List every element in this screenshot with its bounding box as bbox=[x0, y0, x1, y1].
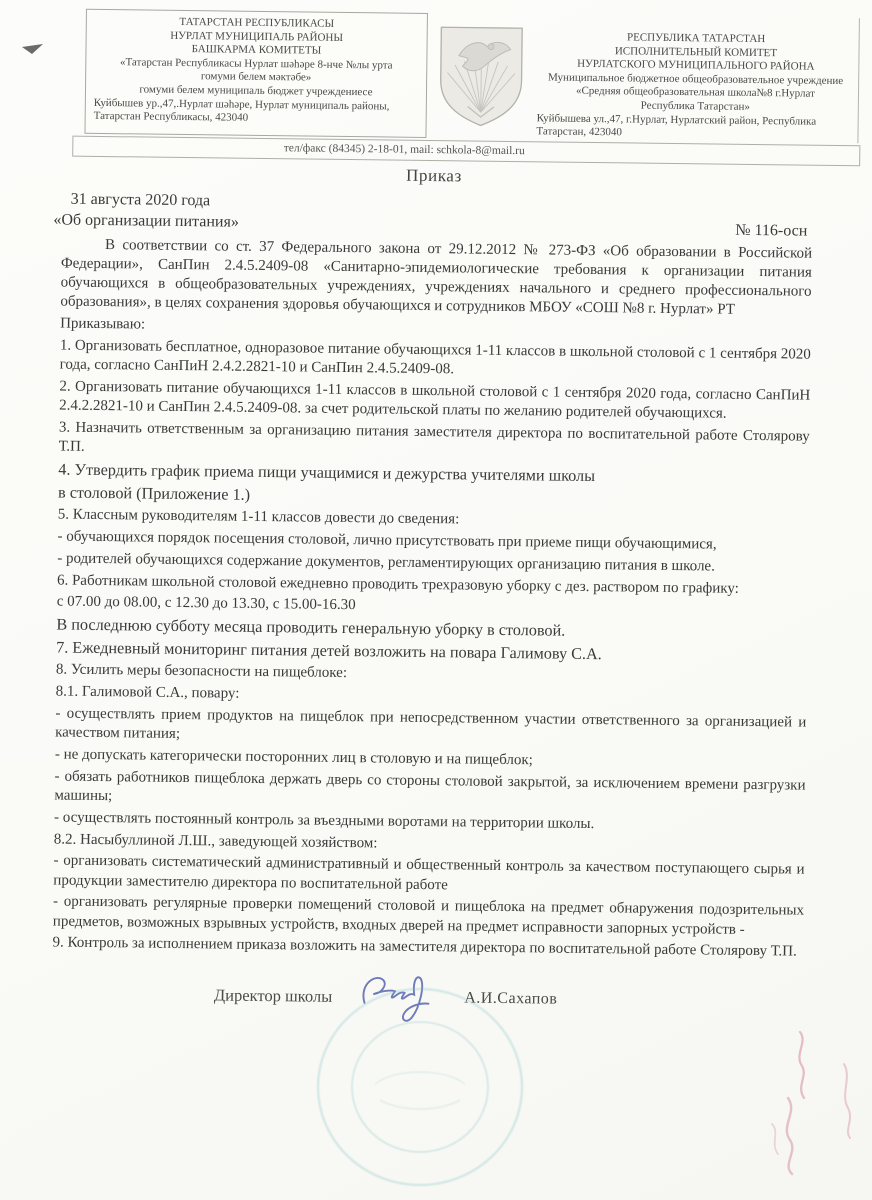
signature-label: Директор школы bbox=[213, 984, 333, 1006]
scan-smudge-pink-2 bbox=[836, 1060, 862, 1140]
order-text bbox=[52, 235, 812, 962]
item-8-2: 8.2. Насыбуллиной Л.Ш., заведующей хозяйством: bbox=[53, 830, 378, 851]
header-line: РЕСПУБЛИКА ТАТАРСТАН bbox=[626, 31, 766, 46]
header-line: ИСПОЛНИТЕЛЬНЫЙ КОМИТЕТ bbox=[614, 44, 778, 59]
item-5-dash-1: - обучающихся порядок посещения столовой, лично присутствовать при приеме пищи обучающимися, bbox=[57, 528, 717, 553]
header-line: НУРЛАТСКОГО МУНИЦИПАЛЬНОГО РАЙОНА bbox=[577, 57, 815, 73]
order-item-4: 4. Утвердить график приема пищи учащимися и дежурства учителями школы bbox=[58, 460, 596, 486]
phone-email-line: тел/факс (84345) 2-18-01, mail: schkola-8@mail.ru bbox=[283, 142, 525, 158]
item-8-1-dash-4: - осуществлять постоянный контроль за въездными воротами на территории школы. bbox=[54, 809, 595, 832]
order-item-8: 8. Усилить меры безопасности на пищеблоке: bbox=[55, 661, 348, 682]
letterhead bbox=[84, 9, 859, 143]
order-item-6: 6. Работникам школьной столовой ежедневно проводить трехразовую уборку с дез. раствором по графику: bbox=[56, 572, 739, 597]
emblem-container bbox=[426, 13, 536, 139]
item-8-1-dash-1: - осуществлять прием продуктов на пищеблок при непосредственном участии ответственного за организацией и качеством питания; bbox=[55, 705, 807, 743]
header-line: гомуми белем мәктәбе» bbox=[200, 70, 312, 84]
item-8-1-dash-3: - обязать работников пищеблока держать дверь со стороны столовой закрытой, за исключением времени разгрузки машины; bbox=[54, 768, 806, 805]
item-5-dash-2: - родителей обучающихся содержание документов, регламентирующих организацию питания в школе. bbox=[57, 550, 715, 575]
header-line: Куйбышев ур.,47,.Нурлат шәһәре, Нурлат муниципаль районы, bbox=[93, 96, 390, 113]
signature-name: А.И.Сахапов bbox=[464, 988, 558, 1008]
header-line: «Татарстан Республикасы Нурлат шәһәре 8-нче №лы урта bbox=[119, 55, 393, 72]
header-line: Татарстан Республикасы, 423040 bbox=[93, 110, 249, 124]
order-item-1: 1. Организовать бесплатное, одноразовое питание обучающихся 1-11 классов в школьной столовой с 1 сентября 2020 года, согласно СанПиН 2.4.2.2821-10 и СанПин 2.4.5.2409-08. bbox=[59, 337, 811, 378]
item-6-times: с 07.00 до 08.00, с 12.30 до 13.30, с 15.00-16.30 bbox=[56, 593, 356, 614]
scan-smudge-pink bbox=[758, 1028, 818, 1178]
header-line: «Средняя общеобразовательная школа№8 г.Нурлат bbox=[575, 85, 816, 101]
item-8-2-dash-1: - организовать систематический административный и общественный контроль за качеством поступающего сырья и продукции заместителю директора по воспитательной работе bbox=[53, 852, 805, 893]
header-line: БАШКАРМА КОМИТЕТЫ bbox=[191, 43, 322, 57]
item-8-1-dash-2: - не допускать категорически посторонних лиц в столовую и на пищеблок; bbox=[54, 746, 533, 769]
header-line: ТАТАРСТАН РЕСПУБЛИКАСЫ bbox=[179, 15, 335, 30]
order-item-3: 3. Назначить ответственным за организацию питания заместителя директора по воспитательной работе Столярову Т.П. bbox=[58, 419, 810, 455]
item-6-note: В последнюю субботу месяца проводить генеральную уборку в столовой. bbox=[56, 615, 566, 640]
order-subject: «Об организации питания» bbox=[53, 211, 240, 231]
order-item-2: 2. Организовать питание обучающихся 1-11 классов в школьной столовой с 1 сентября 2020 года, согласно СанПиН 2.4.2.2821-10 и СанПин 2.4.5.2409-08. за счет родительской платы по желанию родителей обучающихся. bbox=[59, 378, 811, 422]
letterhead-right-russian bbox=[534, 14, 860, 143]
coat-of-arms-icon bbox=[433, 23, 528, 130]
header-line: НУРЛАТ МУНИЦИПАЛЬ РАЙОНЫ bbox=[170, 29, 344, 44]
header-line: Республика Татарстан» bbox=[640, 99, 750, 113]
order-item-9: 9. Контроль за исполнением приказа возложить на заместителя директора по воспитательной работе Столярову Т.П. bbox=[52, 934, 797, 960]
order-meta bbox=[0, 189, 870, 239]
document-title: Приказ bbox=[405, 165, 462, 186]
header-line: гомуми белем муниципаль бюджет учреждениесе bbox=[139, 83, 373, 99]
order-item-5: 5. Классным руководителям 1-11 классов довести до сведения: bbox=[57, 506, 460, 528]
order-date: 31 августа 2020 года bbox=[70, 190, 211, 210]
order-number: № 116-осн bbox=[735, 221, 808, 240]
order-item-7: 7. Ежедневный мониторинг питания детей возложить на повара Галимову С.А. bbox=[56, 638, 602, 664]
header-line: Татарстан, 423040 bbox=[536, 125, 622, 139]
item-8-1: 8.1. Галимовой С.А., повару: bbox=[55, 683, 240, 702]
header-line: Куйбышева ул.,47, г.Нурлат, Нурлатский район, Республика bbox=[536, 111, 817, 128]
item-8-2-dash-2: - организовать регулярные проверки помещений столовой и пищеблока на предмет обнаружения подозрительных предметов, возможных взрывных устройств, входных дверей на предмет исправности запорных устройств - bbox=[52, 893, 805, 938]
round-stamp bbox=[300, 972, 540, 1200]
order-verb: Приказываю: bbox=[60, 315, 146, 333]
header-line: Муниципальное бюджетное общеобразовательное учреждение bbox=[548, 71, 844, 87]
letterhead-left-tatar bbox=[84, 9, 427, 138]
order-item-4b: в столовой (Приложение 1.) bbox=[57, 483, 251, 504]
preamble: В соответствии со ст. 37 Федерального закона от 29.12.2012 № 273-ФЗ «Об образовании в Российской Федерации», СанПин 2.4.5.2409-08 «Санитарно-эпидемиологические требования к организации питания обучающихся в общеобразовательных учреждениях, учреждениях начального и среднего профессионального образования», в целях сохранения здоровья обучающихся и сотрудников МБОУ «СОШ №8 г. Нурлат» РТ bbox=[60, 236, 813, 319]
